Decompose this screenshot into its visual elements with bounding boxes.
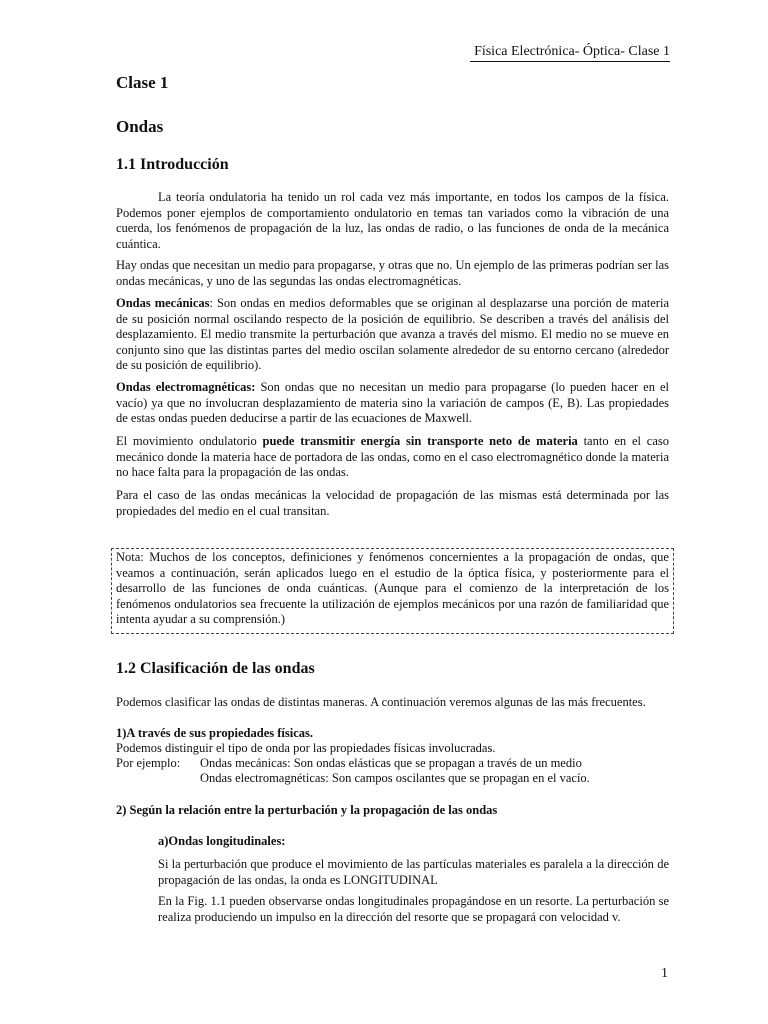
intro-heading: 1.1 Introducción	[116, 156, 229, 173]
item-1-example-em: Ondas electromagnéticas: Son campos oscilantes que se propagan en el vacío.	[200, 771, 590, 785]
page-number: 1	[661, 966, 668, 981]
item-1-heading: 1)A través de sus propiedades físicas.	[116, 726, 314, 740]
energy-paragraph	[116, 434, 669, 481]
em-waves-label: Ondas electromagnéticas:	[116, 380, 256, 394]
section-title: Ondas	[116, 117, 164, 136]
energy-text-pre: El movimiento ondulatorio	[116, 434, 263, 448]
mechanical-waves-label: Ondas mecánicas	[116, 296, 210, 310]
energy-text-post: tanto en el caso mecánico donde la materia hace de portadora de las ondas, como en el caso electromagnético donde la materia no hace falta para la propagación de las ondas.	[116, 434, 669, 479]
class-title: Clase 1	[116, 73, 169, 92]
running-header: Física Electrónica- Óptica- Clase 1	[470, 43, 670, 62]
item-2-heading: 2) Según la relación entre la perturbación y la propagación de las ondas	[116, 803, 498, 817]
note-box: Nota: Muchos de los conceptos, definiciones y fenómenos concernientes a la propagación de ondas, que veamos a continuación, serán aplicados luego en el estudio de la óptica física, y posteriormente para el desarrollo de las funciones de onda cuánticas. (Aunque para el comienzo de la interpretación de los fenómenos ondulatorios sea frecuente la utilización de ejemplos mecánicos por una razón de familiaridad que intenta ayudar a su comprensión.)	[111, 548, 674, 634]
energy-text-bold: puede transmitir energía sin transporte neto de materia	[262, 434, 578, 448]
item-1-example-mechanical: Ondas mecánicas: Son ondas elásticas que se propagan a través de un medio	[200, 756, 582, 770]
velocity-paragraph: Para el caso de las ondas mecánicas la velocidad de propagación de las mismas está determinada por las propiedades del medio en el cual transitan.	[116, 488, 669, 518]
item-2a-paragraph-2: En la Fig. 1.1 pueden observarse ondas longitudinales propagándose en un resorte. La perturbación se realiza produciendo un impulso en la dirección del resorte que se propagará con velocidad v.	[158, 894, 669, 924]
item-1-example-label: Por ejemplo:	[116, 756, 181, 770]
classification-heading: 1.2 Clasificación de las ondas	[116, 660, 315, 677]
mechanical-waves-paragraph	[116, 296, 669, 374]
item-2a-heading: a)Ondas longitudinales:	[158, 834, 286, 848]
em-waves-paragraph	[116, 380, 669, 427]
item-1-line: Podemos distinguir el tipo de onda por las propiedades físicas involucradas.	[116, 741, 496, 755]
classification-intro: Podemos clasificar las ondas de distintas maneras. A continuación veremos algunas de las más frecuentes.	[116, 695, 646, 709]
intro-paragraph-1: La teoría ondulatoria ha tenido un rol cada vez más importante, en todos los campos de la física. Podemos poner ejemplos de comportamiento ondulatorio en temas tan variados como la vibración de una cuerda, los fenómenos de propagación de la luz, las ondas de radio, o las funciones de onda de la mecánica cuántica.	[116, 190, 669, 251]
item-2a-paragraph-1: Si la perturbación que produce el movimiento de las partículas materiales es paralela a la dirección de propagación de las ondas, la onda es LONGITUDINAL	[158, 857, 669, 887]
mechanical-waves-text: : Son ondas en medios deformables que se originan al desplazarse una porción de materia de su posición normal oscilando respecto de la posición de equilibrio. Se describen a través del análisis del desplazamiento. El medio transmite la perturbación que avanza a través del mismo. El medio no se mueve en conjunto sino que las distintas partes del medio oscilan solamente alrededor de su entorno cercano (alrededor de su posición de equilibrio).	[116, 296, 669, 372]
intro-paragraph-2: Hay ondas que necesitan un medio para propagarse, y otras que no. Un ejemplo de las primeras podrían ser las ondas mecánicas, y uno de las segundas las ondas electromagnéticas.	[116, 258, 669, 288]
em-waves-text: Son ondas que no necesitan un medio para propagarse (lo pueden hacer en el vacío) ya que no involucran desplazamiento de materia sino la variación de campos (E, B). Las propiedades de estas ondas pueden deducirse a partir de las ecuaciones de Maxwell.	[116, 380, 669, 425]
